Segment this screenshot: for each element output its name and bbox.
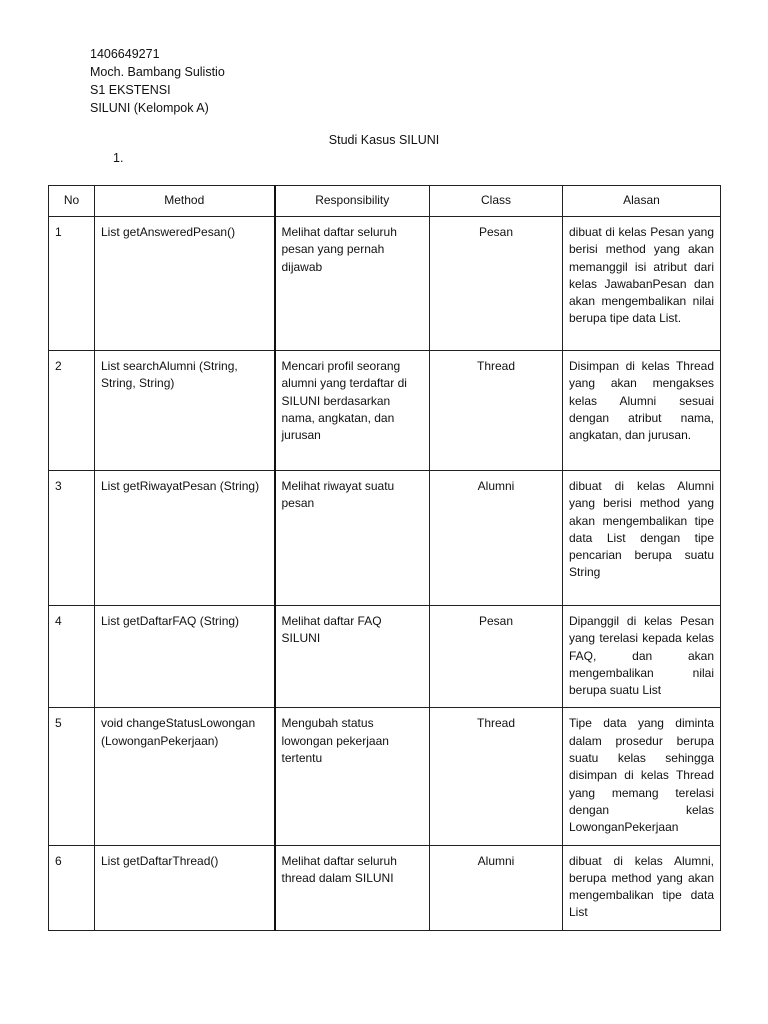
method-cell: List getRiwayatPesan (String)	[95, 471, 275, 606]
reason-cell: Tipe data yang diminta dalam prosedur berupa suatu kelas sehingga disimpan di kelas Thread yang memang terelasi dengan kelas LowonganPekerjaan	[563, 708, 721, 845]
row-number: 2	[49, 351, 95, 471]
method-cell: List getAnsweredPesan()	[95, 217, 275, 351]
reason-cell: dibuat di kelas Alumni yang berisi method yang akan mengembalikan tipe data List dengan tipe pencarian berupa suatu String	[563, 471, 721, 606]
method-cell: void changeStatusLowongan (LowonganPekerjaan)	[95, 708, 275, 845]
row-number: 3	[49, 471, 95, 606]
column-header-class: Class	[430, 186, 563, 217]
class-cell: Thread	[430, 708, 563, 845]
method-cell: List searchAlumni (String, String, String)	[95, 351, 275, 471]
method-table	[48, 185, 721, 931]
responsibility-cell: Mencari profil seorang alumni yang terdaftar di SILUNI berdasarkan nama, angkatan, dan jurusan	[275, 351, 430, 471]
group-name: SILUNI (Kelompok A)	[90, 101, 209, 115]
table-row	[49, 351, 721, 471]
reason-cell: dibuat di kelas Alumni, berupa method yang akan mengembalikan tipe data List	[563, 845, 721, 930]
author-info	[90, 45, 225, 117]
responsibility-cell: Melihat daftar seluruh thread dalam SILUNI	[275, 845, 430, 930]
document-title: Studi Kasus SILUNI	[328, 133, 440, 147]
method-cell: List getDaftarFAQ (String)	[95, 606, 275, 708]
responsibility-cell: Mengubah status lowongan pekerjaan tertentu	[275, 708, 430, 845]
reason-cell: Disimpan di kelas Thread yang akan mengakses kelas Alumni sesuai dengan atribut nama, angkatan, dan jurusan.	[563, 351, 721, 471]
table-header-row	[49, 186, 721, 217]
row-number: 6	[49, 845, 95, 930]
program-name: S1 EKSTENSI	[90, 83, 171, 97]
row-number: 5	[49, 708, 95, 845]
student-id: 1406649271	[90, 47, 160, 61]
responsibility-cell: Melihat riwayat suatu pesan	[275, 471, 430, 606]
class-cell: Pesan	[430, 606, 563, 708]
row-number: 4	[49, 606, 95, 708]
class-cell: Alumni	[430, 471, 563, 606]
column-header-responsibility: Responsibility	[275, 186, 430, 217]
class-cell: Pesan	[430, 217, 563, 351]
row-number: 1	[49, 217, 95, 351]
reason-cell: Dipanggil di kelas Pesan yang terelasi kepada kelas FAQ, dan akan mengembalikan nilai berupa suatu List	[563, 606, 721, 708]
column-header-no: No	[49, 186, 95, 217]
responsibility-cell: Melihat daftar seluruh pesan yang pernah dijawab	[275, 217, 430, 351]
table-row	[49, 845, 721, 930]
column-header-method: Method	[95, 186, 275, 217]
table-row	[49, 606, 721, 708]
table-row	[49, 217, 721, 351]
responsibility-cell: Melihat daftar FAQ SILUNI	[275, 606, 430, 708]
item-number: 1.	[113, 151, 124, 165]
column-header-reason: Alasan	[563, 186, 721, 217]
method-cell: List getDaftarThread()	[95, 845, 275, 930]
reason-cell: dibuat di kelas Pesan yang berisi method yang akan memanggil isi atribut dari kelas JawabanPesan dan akan mengembalikan nilai berupa tipe data List.	[563, 217, 721, 351]
student-name: Moch. Bambang Sulistio	[90, 65, 225, 79]
table-row	[49, 708, 721, 845]
class-cell: Alumni	[430, 845, 563, 930]
class-cell: Thread	[430, 351, 563, 471]
table-row	[49, 471, 721, 606]
